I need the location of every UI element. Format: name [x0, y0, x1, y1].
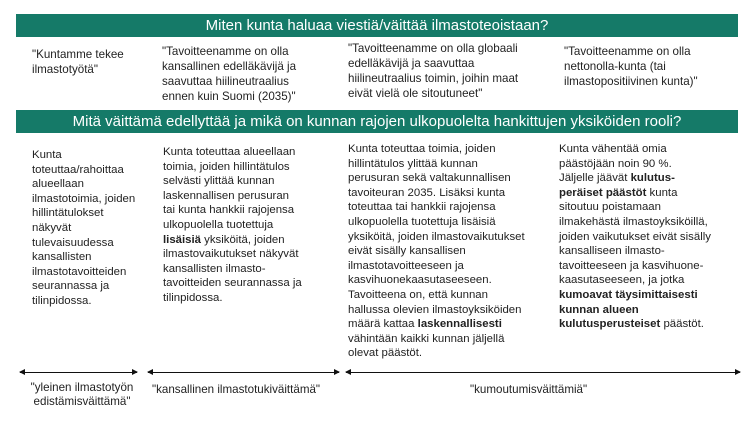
range-arrow-general	[20, 372, 137, 373]
requirement-net-zero-text: Kunta vähentää omia päästöjään noin 90 %. Jäljelle jäävät	[559, 143, 672, 185]
claim-label-general: "yleinen ilmastotyön edistämisväittämä"	[30, 381, 134, 408]
quote-net-zero: "Tavoitteenamme on olla nettonolla-kunta (tai ilmastopositiivinen kunta)"	[564, 45, 698, 88]
range-arrow-national	[148, 372, 339, 373]
requirement-national-bold: lisäisiä	[163, 233, 201, 246]
requirement-national-text: Kunta toteuttaa alueellaan toimia, joiden hillintätulos selvästi ylittää kunnan laskennallisen perusuran tai kunta hankkii rajojensa ulkopuolella tuotettuja	[163, 146, 296, 231]
header-how-municipality-communicates: Miten kunta haluaa viestiä/väittää ilmastoteoistaan?	[16, 14, 738, 37]
header-what-claim-requires: Mitä väittämä edellyttää ja mikä on kunnan rajojen ulkopuolelta hankittujen yksiköiden rooli?	[16, 110, 738, 133]
requirement-global	[348, 142, 548, 361]
requirement-net-zero-bold: kulutus- peräiset päästöt	[559, 172, 675, 199]
quote-global-forerunner: "Tavoitteenamme on olla globaali edelläkävijä ja saavuttaa hiilineutraalius toimin, joihin maat eivät vielä ole sitoutuneet"	[348, 42, 519, 100]
requirement-global-text: vähintään kaikki kunnan jäljellä olevat päästöt.	[348, 332, 505, 360]
requirement-net-zero	[559, 142, 747, 332]
claim-label-national: "kansallinen ilmastotukiväittämä"	[152, 383, 321, 396]
requirement-global-text: Kunta toteuttaa toimia, joiden hillintätulos ylittää kunnan perusuran sekä valtakunnallisen tavoiteuran 2035. Lisäksi kunta toteuttaa tai hankkii rajojensa ulkopuolella tuotettuja lisäisiä yksiköitä, joiden ilmastovaikutukset eivät sisälly kansallisen ilmastotavoitteeseen ja kasvihuonekaasutaseeseen. Tavoitteena on, että kunnan hallussa olevien ilmastoyksiköiden määrä kattaa	[348, 143, 525, 331]
requirement-net-zero-text: kunta sitoutuu poistamaan ilmakehästä ilmastoyksiköillä, joiden vaikutukset eivät sisälly kansalliseen ilmasto- tavoitteeseen ja kasvihuone- kaasutaseeseen, ja jotka	[559, 186, 711, 287]
claim-label-offsetting: "kumoutumisväittämiä"	[470, 383, 588, 396]
requirement-global-bold: laskennallisesti	[417, 318, 502, 331]
range-arrow-offsetting	[346, 372, 740, 373]
quote-climate-work: "Kuntamme tekee ilmastotyötä"	[32, 48, 124, 76]
quote-national-forerunner: "Tavoitteenamme on olla kansallinen edelläkävijä ja saavuttaa hiilineutraalius ennen kuin Suomi (2035)"	[162, 45, 297, 103]
requirement-climate-work: Kunta toteuttaa/rahoittaa alueellaan ilmastotoimia, joiden hillintätulokset näkyvät tulevaisuudessa kansallisten ilmastotavoitteiden seurannassa ja tilinpidossa.	[32, 149, 136, 307]
requirement-national-text: yksiköitä, joiden ilmastovaikutukset näkyvät kansallisten ilmasto- tavoitteiden seurannassa ja tilinpidossa.	[163, 233, 302, 304]
requirement-national	[163, 145, 343, 306]
requirement-net-zero-bold: kumoavat täysimittaisesti kunnan alueen kulutusperusteiset	[559, 288, 698, 331]
requirement-net-zero-text: päästöt.	[660, 318, 704, 331]
